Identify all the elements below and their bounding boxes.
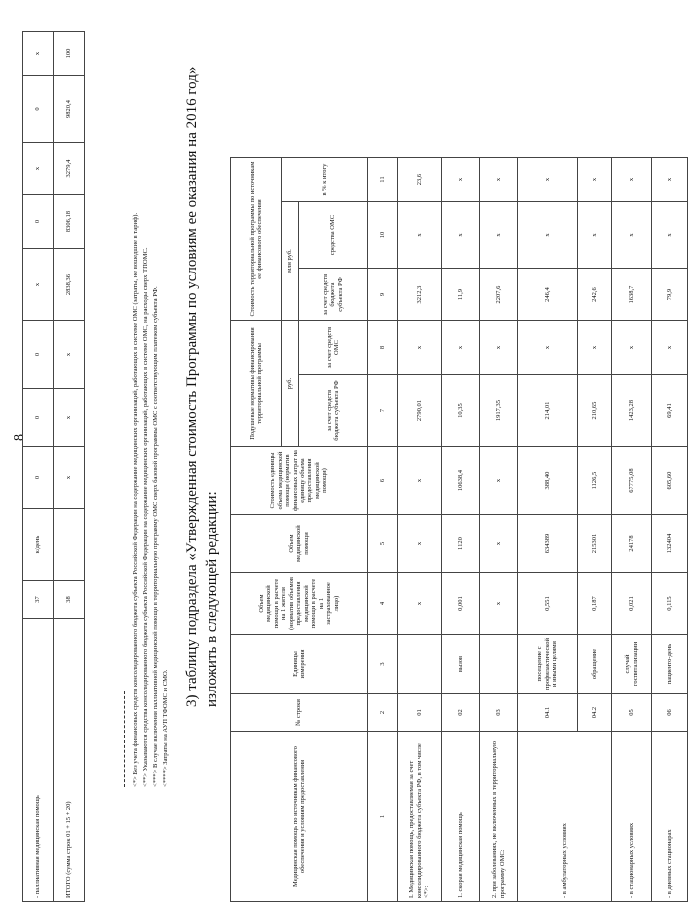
table-cell: x (518, 321, 578, 375)
table-cell: x (23, 249, 54, 321)
table-cell: 10638,4 (442, 447, 480, 515)
table-cell: 10,35 (442, 375, 480, 447)
cost-table (230, 157, 688, 902)
header-cell: Стоимость единицы объема медицинской помощи (норматив финансовых затрат на единицу объема предоставления медицинской помощи) (231, 447, 368, 515)
table-cell: x (54, 389, 85, 447)
table-cell: 0 (23, 321, 54, 389)
column-number: 10 (368, 202, 398, 269)
section-heading: 3) таблицу подраздела «Утвержденная стоимость Программы по условиям ее оказания на 2016 год» изложить в следующей редакции: (184, 66, 221, 707)
table-cell: 0 (23, 447, 54, 509)
table-cell: 0,551 (518, 573, 578, 635)
table-cell: 1638,7 (612, 269, 652, 321)
table-cell: 2207,6 (480, 269, 518, 321)
table-cell: x (480, 573, 518, 635)
table-cell: 0 (23, 76, 54, 143)
header-cell: за счет средств ОМС (299, 321, 368, 375)
header-cell: № строки (231, 694, 368, 732)
row-label: - в амбулаторных условиях (518, 732, 612, 902)
table-cell: x (480, 447, 518, 515)
row-unit: пациенто-день (652, 635, 688, 694)
header-cell: в % к итогу (282, 158, 368, 202)
row-label: ИТОГО (сумма строк 01 + 15 + 20) (54, 619, 85, 902)
table-cell: x (54, 321, 85, 389)
table-cell: 0 (23, 389, 54, 447)
row-number: 04.1 (518, 694, 578, 732)
table-cell: x (578, 321, 612, 375)
column-number: 1 (368, 732, 398, 902)
header-cell: средства ОМС (299, 202, 368, 269)
table-cell: x (480, 321, 518, 375)
table-cell: x (398, 515, 442, 573)
table-cell: 9820,4 (54, 76, 85, 143)
table-cell: 215301 (578, 515, 612, 573)
table-cell: x (442, 158, 480, 202)
table-cell: 100 (54, 32, 85, 76)
table-cell: 0,021 (612, 573, 652, 635)
column-number: 11 (368, 158, 398, 202)
header-cell: Медицинская помощь по источникам финансового обеспечения и условиям предоставления (231, 732, 368, 902)
header-row (231, 158, 282, 902)
column-number: 6 (368, 447, 398, 515)
row-number: 04.2 (578, 694, 612, 732)
table-cell: x (518, 202, 578, 269)
row-number: 02 (442, 694, 480, 732)
table-row (480, 158, 518, 902)
header-cell: Объем медицинской помощи в расчете на 1 жителя (норматив объемов предоставления медицинской помощи в расчете на 1 застрахованное лицо) (231, 573, 368, 635)
table-cell: 3212,3 (398, 269, 442, 321)
table-row (612, 158, 652, 902)
row-unit: посещение с профилактической и иными целями (518, 635, 578, 694)
footnote: <***> В случае включения паллиативной медицинской помощи в территориальную программу ОМС сверх базовой программы ОМС с соответствующим платежом субъекта РФ. (151, 286, 159, 787)
column-number: 5 (368, 515, 398, 573)
table-row (398, 158, 442, 902)
table-cell: x (398, 573, 442, 635)
table-cell: 2838,36 (54, 249, 85, 321)
table-cell: 24178 (612, 515, 652, 573)
table-cell: 634389 (518, 515, 578, 573)
footnote: <**> Указываются средства консолидированного бюджета субъекта Российской Федерации на содержание медицинских организаций, работающих в системе ОМС, на расходы сверх ТПОМС. (141, 247, 149, 787)
table-cell: x (442, 202, 480, 269)
column-number: 9 (368, 269, 398, 321)
table-cell: 1120 (442, 515, 480, 573)
table-cell: 23,6 (398, 158, 442, 202)
table-cell: 8306,18 (54, 195, 85, 249)
table-cell: x (480, 158, 518, 202)
column-number: 2 (368, 694, 398, 732)
table-cell: 242,6 (578, 269, 612, 321)
row-number: 38 (54, 581, 85, 619)
row-label: 1. скорая медицинская помощь (442, 732, 480, 902)
table-cell: x (398, 321, 442, 375)
table-cell: x (23, 32, 54, 76)
table-cell: x (578, 158, 612, 202)
table-cell: x (442, 321, 480, 375)
table-cell: x (54, 447, 85, 509)
row-unit (480, 635, 518, 694)
table-cell: 11,9 (442, 269, 480, 321)
header-cell: млн руб. (282, 202, 299, 321)
table-cell: 79,9 (652, 269, 688, 321)
table-cell: 388,40 (518, 447, 578, 515)
row-number: 03 (480, 694, 518, 732)
table-cell: 3279,4 (54, 143, 85, 195)
table-cell: x (398, 447, 442, 515)
table-cell: x (612, 158, 652, 202)
table-cell: x (652, 321, 688, 375)
table-cell: x (612, 321, 652, 375)
table-cell: x (518, 158, 578, 202)
table-cell: 0 (23, 195, 54, 249)
row-unit: обращение (578, 635, 612, 694)
table-cell: 69,41 (652, 375, 688, 447)
column-number: 3 (368, 635, 398, 694)
table-cell: 0,001 (442, 573, 480, 635)
table-cell: x (612, 202, 652, 269)
column-number: 4 (368, 573, 398, 635)
table-cell: 0,187 (578, 573, 612, 635)
column-number: 8 (368, 321, 398, 375)
table-cell: x (652, 202, 688, 269)
row-unit (54, 509, 85, 581)
table-cell: 605,60 (652, 447, 688, 515)
row-unit (398, 635, 442, 694)
row-label: 2. при заболеваниях, не включенных в территориальную программу ОМС: (480, 732, 518, 902)
table-cell: 1126,5 (578, 447, 612, 515)
header-cell: за счет средств бюджета субъекта РФ (299, 269, 368, 321)
table-row (54, 32, 85, 902)
table-cell: 210,65 (578, 375, 612, 447)
table-cell: 67775,08 (612, 447, 652, 515)
table-cell: 132404 (652, 515, 688, 573)
table-cell: x (480, 515, 518, 573)
row-label: - в стационарных условиях (612, 732, 652, 902)
header-cell: Объем медицинской помощи (231, 515, 368, 573)
header-cell: Единицы измерения (231, 635, 368, 694)
table-cell: x (398, 202, 442, 269)
footnotes (124, 212, 171, 787)
row-unit: случай госпитализации (612, 635, 652, 694)
table-cell: 214,01 (518, 375, 578, 447)
header-cell: руб. (282, 321, 299, 447)
footnote: <*> Без учета финансовых средств консолидированного бюджета субъекта Российской Федерации на содержание медицинских организаций, работающих в системе ОМС (затраты, не вошедшие в тариф). (132, 212, 139, 787)
table-row (518, 158, 578, 902)
table-cell: x (578, 202, 612, 269)
table-cell: 246,4 (518, 269, 578, 321)
footnote-separator (124, 691, 125, 787)
top-table (22, 31, 85, 902)
table-cell: 2790,01 (398, 375, 442, 447)
row-label: - паллиативная медицинская помощь (23, 619, 54, 902)
header-cell: Стоимость территориальной программы по источникам ее финансового обеспечения (231, 158, 282, 321)
row-number: 37 (23, 581, 54, 619)
table-cell: x (23, 143, 54, 195)
table-cell: 0,115 (652, 573, 688, 635)
footnote: <****> Затраты на АУП ТФОМС и СМО. (161, 669, 169, 787)
column-number: 7 (368, 375, 398, 447)
row-number: 05 (612, 694, 652, 732)
table-row (652, 158, 688, 902)
row-number: 06 (652, 694, 688, 732)
table-row (442, 158, 480, 902)
row-unit: к/день (23, 509, 54, 581)
table-cell: x (652, 158, 688, 202)
column-number-row (368, 158, 398, 902)
row-number: 01 (398, 694, 442, 732)
header-cell: Подушевые нормативы финансирования территориальной программы (231, 321, 282, 447)
table-row (23, 32, 54, 902)
row-label: - в дневных стационарах (652, 732, 688, 902)
table-cell: 1423,28 (612, 375, 652, 447)
page-number: 8 (12, 434, 27, 441)
table-cell: x (480, 202, 518, 269)
row-label: I. Медицинская помощь, предоставляемая за счет консолидированного бюджета субъекта РФ, в том числе <*>: (398, 732, 442, 902)
row-unit: вызов (442, 635, 480, 694)
table-cell: 1917,35 (480, 375, 518, 447)
header-cell: за счет средств бюджета субъекта РФ (299, 375, 368, 447)
